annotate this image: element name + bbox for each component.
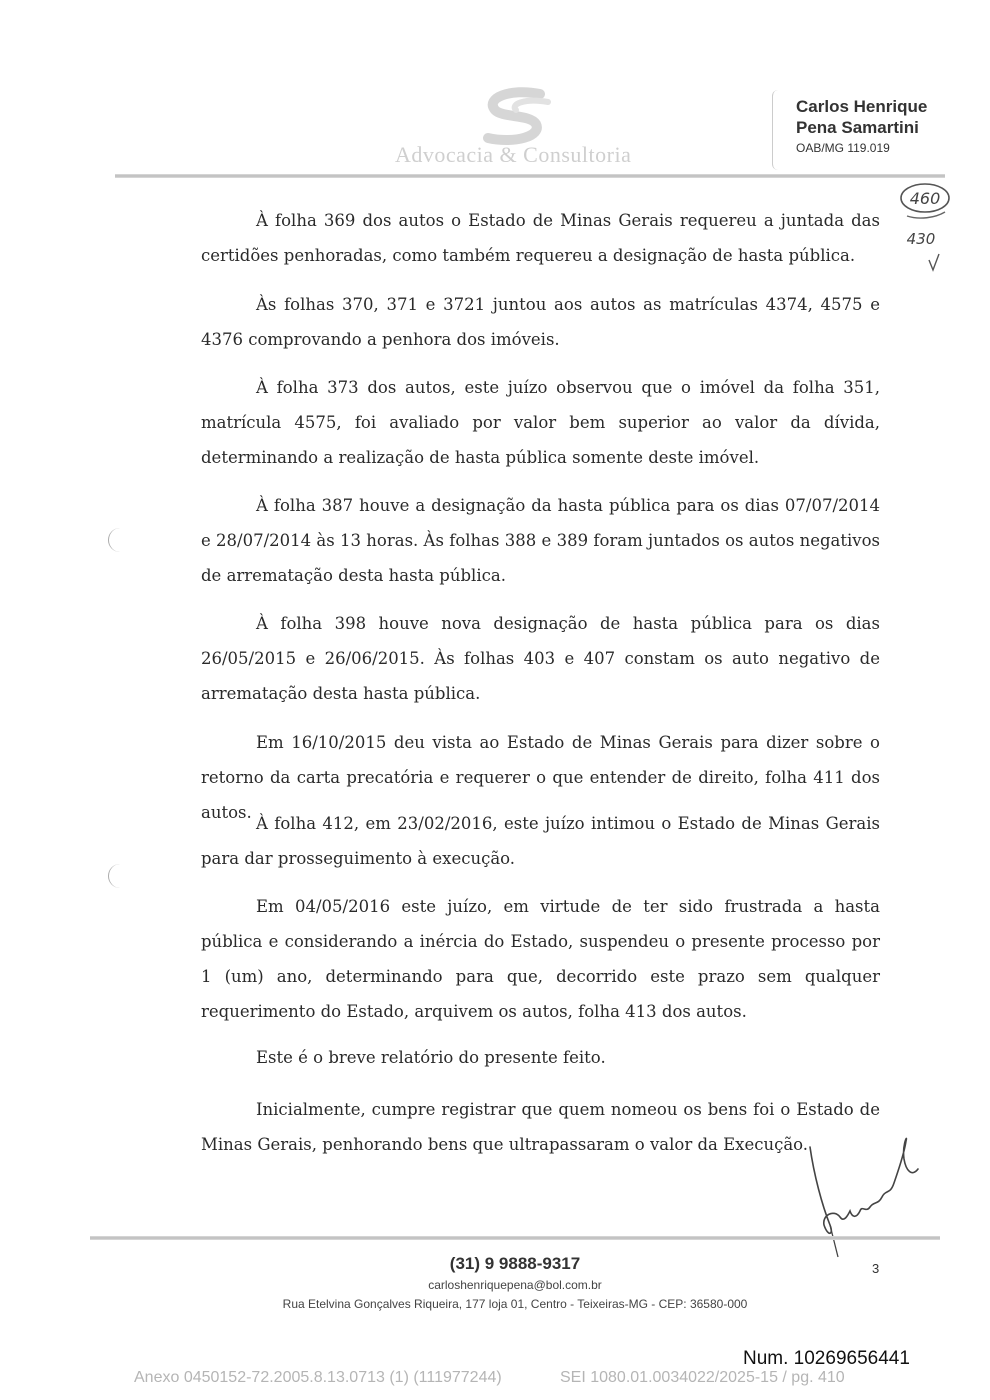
paragraph-6: Em 16/10/2015 deu vista ao Estado de Minas Gerais para dizer sobre o retorno da carta precatória e requerer o que entender de direito, folha 411 dos autos. xyxy=(201,733,880,822)
footer-phone: (31) 9 9888-9317 xyxy=(449,1254,581,1273)
footer-email: carloshenriquepena@bol.com.br xyxy=(428,1278,602,1292)
header-divider xyxy=(115,174,945,178)
paragraph-7: À folha 412, em 23/02/2016, este juízo intimou o Estado de Minas Gerais para dar prosseguimento à execução. xyxy=(201,814,880,868)
document-number-stamp: Num. 10269656441 xyxy=(743,1348,910,1369)
folio-circled-number: 460 xyxy=(909,189,941,208)
punch-hole-mark xyxy=(108,528,123,552)
sei-watermark: SEI 1080.01.0034022/2025-15 / pg. 410 xyxy=(560,1369,845,1386)
handwritten-folio xyxy=(895,182,955,282)
paragraph-8: Em 04/05/2016 este juízo, em virtude de ter sido frustrada a hasta pública e considerando a inércia do Estado, suspendeu o presente processo por 1 (um) ano, determinando para que, decorrido este prazo sem qualquer requerimento do Estado, arquivem os autos, folha 413 dos autos. xyxy=(201,897,880,1021)
paragraph-5: À folha 398 houve nova designação de hasta pública para os dias 26/05/2015 e 26/06/2015. Às folhas 403 e 407 constam os auto negativo de arrematação desta hasta pública. xyxy=(201,614,880,703)
footer-divider xyxy=(90,1236,940,1240)
footer-address: Rua Etelvina Gonçalves Riqueira, 177 loja 01, Centro - Teixeiras-MG - CEP: 36580-000 xyxy=(282,1297,748,1311)
paragraph-1: À folha 369 dos autos o Estado de Minas Gerais requereu a juntada das certidões penhoradas, como também requereu a designação de hasta pública. xyxy=(201,211,880,265)
paragraph-4: À folha 387 houve a designação da hasta pública para os dias 07/07/2014 e 28/07/2014 às 13 horas. Às folhas 388 e 389 foram juntados os autos negativos de arrematação desta hasta pública. xyxy=(201,496,880,585)
header-bracket xyxy=(772,90,783,170)
lawyer-name-line1: Carlos Henrique xyxy=(796,97,928,116)
paragraph-3: À folha 373 dos autos, este juízo observou que o imóvel da folha 351, matrícula 4575, foi avaliado por valor bem superior ao valor da dívida, determinando a realização de hasta pública somente deste imóvel. xyxy=(201,378,880,467)
oab-number: OAB/MG 119.019 xyxy=(796,141,890,155)
handwritten-signature-icon xyxy=(800,1125,930,1265)
paragraph-9: Este é o breve relatório do presente feito. xyxy=(256,1048,606,1067)
folio-lower-number: 430 xyxy=(906,230,936,248)
page-number: 3 xyxy=(872,1261,880,1276)
punch-hole-mark xyxy=(108,864,123,888)
paragraph-10: Inicialmente, cumpre registrar que quem nomeou os bens foi o Estado de Minas Gerais, penhorando bens que ultrapassaram o valor da Execução. xyxy=(201,1100,880,1154)
paragraph-2: Às folhas 370, 371 e 3721 juntou aos autos as matrículas 4374, 4575 e 4376 comprovando a penhora dos imóveis. xyxy=(201,295,880,349)
logo-text: Advocacia & Consultoria xyxy=(395,142,632,167)
logo-swoosh-icon xyxy=(470,86,560,146)
lawyer-block xyxy=(796,96,927,155)
annex-watermark: Anexo 0450152-72.2005.8.13.0713 (1) (111977244) xyxy=(134,1369,502,1386)
lawyer-name-line2: Pena Samartini xyxy=(796,118,919,137)
